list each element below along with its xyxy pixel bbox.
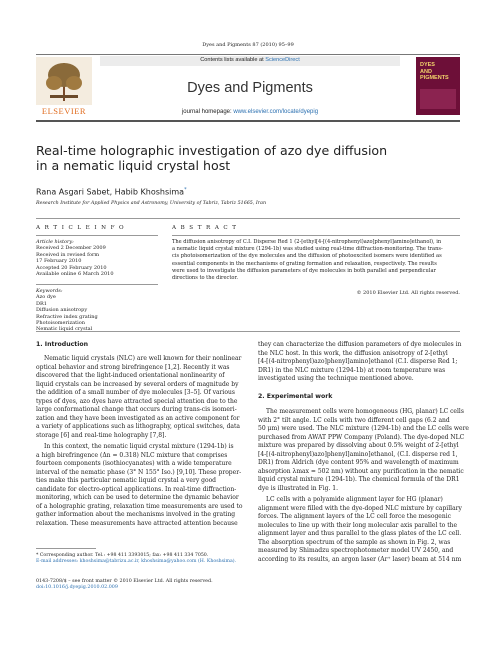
- abstract-heading: A B S T R A C T: [172, 225, 238, 231]
- text-line: types of dyes, azo dyes have attracted special attention due to the: [36, 397, 238, 405]
- footnote-rule: [36, 548, 96, 549]
- journal-title: Dyes and Pigments: [187, 80, 313, 96]
- keywords-rule: [36, 284, 158, 285]
- keyword: Nematic liquid crystal: [36, 326, 93, 333]
- journal-cover-image: [416, 57, 460, 115]
- text-line: investigated using the technique mentioned above.: [258, 375, 414, 382]
- contents-line: [100, 57, 400, 64]
- history-online: Available online 6 March 2010: [36, 271, 114, 278]
- abstract-line: directions to the director.: [172, 275, 238, 282]
- experimental-paragraph-2: [258, 496, 462, 564]
- title-line-1: Real-time holographic investigation of azo dye diffusion: [36, 143, 388, 158]
- doi-link[interactable]: doi:10.1016/j.dyepig.2010.02.009: [36, 585, 118, 591]
- text-line: relaxation. These measurements have attracted attention because: [36, 519, 238, 527]
- text-line: liquid crystal mixture (1294-1b). The chemical formula of the DR1: [258, 476, 460, 483]
- text-line: according to its results, an argon laser (Ar⁺ laser) beam at 514 nm: [258, 555, 462, 563]
- elsevier-logo: [36, 57, 92, 117]
- text-line: interval of the nematic phase (3° N 155° Iso.) [9,10]. These proper-: [36, 468, 242, 476]
- article-info-heading: A R T I C L E I N F O: [36, 225, 126, 231]
- text-line: DR1) in the NLC mixture (1294-1b) at room temperature was: [258, 366, 446, 374]
- keywords: [36, 288, 158, 333]
- abstract-text: [172, 239, 460, 282]
- text-line: liquid crystals can be increased by several orders of magnitude by: [36, 380, 239, 388]
- footer-front-matter: 0143-7208/$ – see front matter © 2010 Elsevier Ltd. All rights reserved.: [36, 579, 213, 584]
- cover-text-2: AND: [420, 68, 432, 75]
- abstract-line: were used to investigate the diffusion parameters of dye molecules in both parallel and perpendicular: [172, 267, 436, 274]
- history-received: Received 2 December 2009: [36, 245, 106, 252]
- intro-paragraph-1: [36, 355, 240, 440]
- intro-paragraph-2: [36, 443, 243, 528]
- corresponding-author-mark[interactable]: *: [184, 187, 187, 193]
- text-line: the NLC host. In this work, the diffusion anisotropy of 2-[ethyl: [258, 349, 448, 357]
- text-line: large conformational change that occurs during trans-cis isomeri-: [36, 406, 237, 413]
- abstract-line: essential components in the mechanisms of grating formation and relaxation, respectively. The results: [172, 260, 437, 267]
- text-line: In this context, the nematic liquid crystal mixture (1294-1b) is: [44, 443, 234, 450]
- keyword: Refractive index grating: [36, 313, 98, 320]
- text-line: a variety of applications such as lithography, optical switches, data: [36, 423, 240, 430]
- text-line: of a holographic grating, relaxation time measurements are used to: [36, 502, 243, 510]
- text-line: optical behavior and strong birefringence [1,2]. Recently it was: [36, 363, 230, 371]
- intro-paragraph-continued: [258, 341, 462, 384]
- elsevier-wordmark: ELSEVIER: [41, 106, 87, 116]
- experimental-paragraph-1: [258, 408, 469, 493]
- text-line: gather information about the mechanisms involved in the grating: [36, 511, 236, 518]
- text-line: Nematic liquid crystals (NLC) are well known for their nonlinear: [44, 355, 242, 362]
- keywords-label: Keywords:: [36, 288, 63, 294]
- history-label: Article history:: [36, 239, 74, 245]
- homepage-link[interactable]: www.elsevier.com/locate/dyepig: [233, 109, 319, 115]
- header-top-rule: [36, 54, 460, 55]
- copyright-notice: © 2010 Elsevier Ltd. All rights reserved.: [356, 290, 460, 296]
- text-line: 50 μm) were used. The NLC mixture (1294-1b) and the LC cells were: [258, 425, 469, 432]
- journal-citation: Dyes and Pigments 87 (2010) 95–99: [202, 42, 294, 48]
- text-line: zation and they have been investigated as an active component for: [36, 414, 240, 422]
- header-bottom-rule: [36, 120, 460, 122]
- text-line: DR1) from Aldrich (dye content 95% and wavelength of maximum: [258, 459, 459, 466]
- text-line: monitoring, which can be used to determine the dynamic behavior: [36, 494, 239, 501]
- text-line: discovered that the light-induced orientational nonlinearity of: [36, 372, 225, 379]
- text-line: molecules to line up with their long molecular axis parallel to the: [258, 521, 458, 529]
- cover-text-1: DYES: [420, 62, 435, 68]
- cover-text-3: PIGMENTS: [420, 75, 449, 81]
- affiliation: Research Institute for Applied Physics and Astronomy, University of Tabriz, Tabriz 51665, Iran: [36, 201, 267, 206]
- info-top-rule: [36, 218, 460, 219]
- text-line: storage [6] and real-time holography [7,8].: [36, 431, 167, 439]
- text-line: forces. The alignment layers of the LC cell force the mesogenic: [258, 513, 451, 520]
- text-line: they can characterize the diffusion parameters of dye molecules in: [258, 341, 462, 348]
- text-line: a high birefringence (Δn = 0.318) NLC mixture that comprises: [36, 451, 228, 459]
- title-line-2: in a nematic liquid crystal host: [36, 158, 231, 173]
- footnote-corresponding: * Corresponding author. Tel.: +98 411 3393015; fax: +98 411 334 7050.: [36, 553, 209, 558]
- text-line: ties make this particular nematic liquid crystal a very good: [36, 477, 217, 484]
- text-line: the addition of a small number of dye molecules [3–5]. Of various: [36, 389, 235, 396]
- abstract-line: a nematic liquid crystal mixture (1294-1b) was studied using real-time diffraction-monitoring. The trans-: [172, 246, 443, 253]
- text-line: measured by Shimadzu spectrophotometer model UV 2450, and: [258, 547, 454, 554]
- text-line: candidate for electro-optical applications. In real-time diffraction-: [36, 485, 237, 493]
- section-heading-experimental: 2. Experimental work: [258, 393, 333, 400]
- page-footer: [36, 579, 336, 592]
- keyword: DR1: [36, 300, 47, 307]
- info-heading-rule: [36, 235, 158, 236]
- text-line: The measurement cells were homogeneous (HG, planar) LC cells: [266, 408, 464, 415]
- history-revised: Received in revised form: [36, 251, 100, 258]
- text-line: fourteen components (isothiocyanates) with a wide temperature: [36, 460, 232, 467]
- footnote-email[interactable]: E-mail addresses: khoshsima@tabrizu.ac.ir, khoshsima@yahoo.com (H. Khoshsima).: [36, 559, 237, 565]
- text-line: alignment layer and thus parallel to the glass plates of the LC cell.: [258, 530, 462, 537]
- abstract-heading-rule: [172, 235, 460, 236]
- text-line: with 2° tilt angle. LC cells with two different cell gaps (6.2 and: [258, 416, 450, 424]
- text-line: The absorption spectrum of the sample as shown in Fig. 2, was: [258, 538, 451, 546]
- abstract-bottom-rule: [36, 331, 460, 332]
- text-line: LC cells with a polyamide alignment layer for HG (planar): [266, 496, 443, 503]
- article-history: [36, 239, 158, 277]
- text-line: [4-[(4-nitrophenyl)azo]phenyl]amino]ethanol, (C.I. disperse red 1,: [258, 450, 458, 458]
- section-heading-introduction: 1. Introduction: [36, 341, 89, 348]
- footnote: [36, 553, 246, 566]
- text-line: mixture was prepared by dissolving about 0.5% weight of 2-[ethyl: [258, 442, 459, 449]
- article-title: [36, 143, 466, 173]
- history-accepted: Accepted 20 February 2010: [36, 264, 107, 271]
- keyword: Diffusion anisotropy: [36, 307, 88, 314]
- author-names: Rana Asgari Sabet, Habib Khoshsima: [36, 187, 185, 197]
- text-line: [4-[(4-nitrophenyl)azo]phenyl]amino]ethanol (C.I. disperse Red 1;: [258, 358, 458, 365]
- authors: [36, 185, 187, 198]
- abstract-line: The diffusion anisotropy of C.I. Disperse Red 1 (2-[ethyl[4-[(4-nitrophenyl)azo]phenyl]amino]ethanol), in: [172, 239, 442, 245]
- keyword: Azo dye: [36, 294, 56, 301]
- sciencedirect-link[interactable]: ScienceDirect: [265, 57, 300, 63]
- journal-homepage: [100, 108, 400, 116]
- text-line: dye is illustrated in Fig. 1.: [258, 484, 339, 492]
- history-revised-date: 17 February 2010: [36, 258, 82, 265]
- keyword: Photoisomerization: [36, 320, 85, 327]
- homepage-prefix: journal homepage:: [181, 109, 234, 115]
- text-line: purchased from AWAT PPW Company (Poland). The dye-doped NLC: [258, 433, 465, 441]
- contents-prefix: Contents lists available at: [200, 57, 266, 63]
- text-line: absorption λmax = 502 nm) without any purification in the nematic: [258, 467, 464, 475]
- abstract-line: cis photoisomerization of the dye molecules and the diffusion of photoexcited isomers were identified as: [172, 253, 442, 260]
- text-line: alignment were filled with the dye-doped NLC mixture by capillary: [258, 504, 462, 512]
